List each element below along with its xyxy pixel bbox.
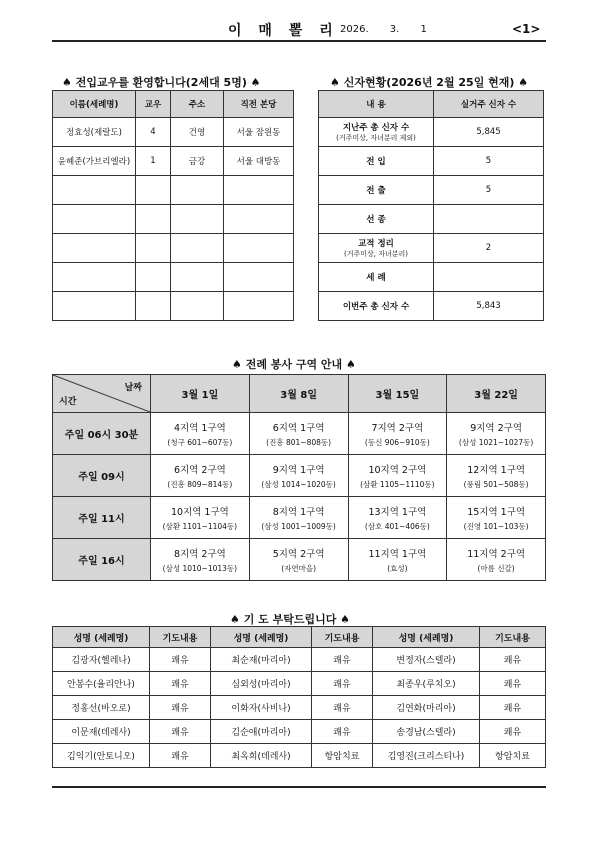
welcome-col-count: 교우 <box>136 91 171 118</box>
prayer-intent: 쾌유 <box>312 696 373 720</box>
welcome-table <box>52 90 294 321</box>
prayer-col-name-3: 성명 (세례명) <box>373 627 480 648</box>
welcome-cell: 서울 잠원동 <box>224 118 294 147</box>
schedule-area: 7지역 2구역 <box>371 422 424 434</box>
schedule-address: (진흥 801~808동) <box>266 437 332 447</box>
table-row <box>53 455 546 497</box>
status-col-content: 내 용 <box>319 91 434 118</box>
status-label: 선 종 <box>366 215 386 225</box>
schedule-cell <box>151 497 250 539</box>
schedule-cell <box>447 413 546 455</box>
status-value: 5 <box>434 147 544 176</box>
status-label-cell <box>319 147 434 176</box>
schedule-area: 11지역 2구역 <box>467 548 526 560</box>
schedule-address: (아름 신갈) <box>477 563 515 573</box>
schedule-title: ♠ 전례 봉사 구역 안내 ♠ <box>232 358 356 371</box>
schedule-area: 10지역 1구역 <box>170 506 229 518</box>
welcome-cell <box>171 176 224 205</box>
prayer-intent: 항암치료 <box>312 744 373 768</box>
prayer-intent: 쾌유 <box>312 648 373 672</box>
welcome-cell <box>171 205 224 234</box>
welcome-cell: 1 <box>136 147 171 176</box>
status-sublabel: (거주미상, 자녀분리) <box>343 250 408 258</box>
welcome-col-address: 주소 <box>171 91 224 118</box>
table-row <box>319 234 544 263</box>
status-sublabel: (거주미상, 자녀분리 제외) <box>336 134 416 142</box>
schedule-area: 12지역 1구역 <box>467 464 526 476</box>
schedule-cell <box>151 413 250 455</box>
status-label-cell <box>319 176 434 205</box>
schedule-address: (효성) <box>387 563 408 573</box>
schedule-cell <box>151 455 250 497</box>
status-label: 전 출 <box>366 186 386 196</box>
schedule-time: 주일 16시 <box>53 539 151 581</box>
schedule-area: 6지역 2구역 <box>173 464 226 476</box>
welcome-cell <box>136 263 171 292</box>
schedule-cell <box>348 413 447 455</box>
schedule-address: (삼환 1105~1110동) <box>360 479 435 489</box>
table-row <box>319 118 544 147</box>
welcome-cell <box>171 263 224 292</box>
footer-divider <box>52 786 546 788</box>
table-row <box>319 147 544 176</box>
schedule-time: 주일 06시 30분 <box>53 413 151 455</box>
welcome-cell <box>136 176 171 205</box>
prayer-name: 송경남(스텔라) <box>373 720 480 744</box>
schedule-area: 15지역 1구역 <box>467 506 526 518</box>
prayer-intent: 쾌유 <box>312 720 373 744</box>
welcome-cell <box>171 292 224 321</box>
table-row <box>319 176 544 205</box>
table-row <box>319 205 544 234</box>
schedule-area: 9지역 2구역 <box>470 422 523 434</box>
schedule-area: 8지역 1구역 <box>272 506 325 518</box>
corner-time-label: 시간 <box>59 397 77 407</box>
schedule-date-4: 3월 22일 <box>447 375 546 413</box>
prayer-intent: 쾌유 <box>150 720 211 744</box>
prayer-name: 안봉수(율리안나) <box>53 672 150 696</box>
table-row <box>53 696 546 720</box>
schedule-cell <box>348 539 447 581</box>
schedule-cell <box>447 455 546 497</box>
prayer-name: 김순애(마리아) <box>211 720 312 744</box>
welcome-cell <box>53 292 136 321</box>
schedule-corner-cell <box>53 375 151 413</box>
status-label: 지난주 총 신자 수 <box>342 123 410 133</box>
table-row <box>53 176 294 205</box>
prayer-body <box>53 648 546 768</box>
prayer-name: 김광자(헬레나) <box>53 648 150 672</box>
table-row <box>53 234 294 263</box>
status-value: 5,845 <box>434 118 544 147</box>
prayer-name: 김영진(크리스티나) <box>373 744 480 768</box>
welcome-body <box>53 118 294 321</box>
schedule-area: 9지역 1구역 <box>272 464 325 476</box>
schedule-cell <box>348 497 447 539</box>
bulletin-date: 2026. 3. 1 <box>340 24 427 35</box>
schedule-date-2: 3월 8일 <box>249 375 348 413</box>
prayer-intent: 쾌유 <box>150 648 211 672</box>
welcome-col-parish: 직전 본당 <box>224 91 294 118</box>
schedule-address: (삼환 1101~1104동) <box>162 521 238 531</box>
prayer-intent: 쾌유 <box>480 672 546 696</box>
status-value <box>434 263 544 292</box>
status-label-cell <box>319 234 434 263</box>
prayer-name: 최순재(마리아) <box>211 648 312 672</box>
prayer-name: 김익기(안토니오) <box>53 744 150 768</box>
welcome-cell <box>136 205 171 234</box>
prayer-intent: 쾌유 <box>480 648 546 672</box>
table-row <box>53 118 294 147</box>
table-row <box>53 672 546 696</box>
schedule-address: (자연마을) <box>281 563 317 573</box>
prayer-intent: 쾌유 <box>150 672 211 696</box>
schedule-cell <box>151 539 250 581</box>
status-table <box>318 90 544 321</box>
schedule-time: 주일 11시 <box>53 497 151 539</box>
bulletin-title: 이 매 뽈 리 <box>228 23 339 39</box>
status-label-cell <box>319 118 434 147</box>
status-title: ♠ 신자현황(2026년 2월 25일 현재) ♠ <box>330 76 529 89</box>
prayer-intent: 쾌유 <box>480 720 546 744</box>
welcome-header-row <box>53 91 294 118</box>
table-row <box>319 263 544 292</box>
prayer-header-row <box>53 627 546 648</box>
welcome-cell <box>224 263 294 292</box>
status-value: 5 <box>434 176 544 205</box>
prayer-intent: 쾌유 <box>150 744 211 768</box>
schedule-address: (동신 906~910동) <box>364 437 430 447</box>
status-body <box>319 118 544 321</box>
status-label-cell <box>319 292 434 321</box>
schedule-time: 주일 09시 <box>53 455 151 497</box>
welcome-cell <box>53 205 136 234</box>
table-row <box>53 648 546 672</box>
prayer-name: 김연화(마리아) <box>373 696 480 720</box>
prayer-col-intent-3: 기도내용 <box>480 627 546 648</box>
schedule-address: (삼성 1014~1020동) <box>261 479 336 489</box>
welcome-col-name: 이름(세례명) <box>53 91 136 118</box>
prayer-name: 이문재(데레사) <box>53 720 150 744</box>
corner-date-label: 날짜 <box>124 383 142 393</box>
table-row <box>319 292 544 321</box>
schedule-area: 5지역 2구역 <box>272 548 325 560</box>
schedule-cell <box>249 497 348 539</box>
prayer-intent: 쾌유 <box>150 696 211 720</box>
schedule-address: (풍림 501~508동) <box>463 479 529 489</box>
welcome-cell <box>224 205 294 234</box>
schedule-header-row <box>53 375 546 413</box>
prayer-name: 최종우(루치오) <box>373 672 480 696</box>
welcome-title: ♠ 전입교우를 환영합니다(2세대 5명) ♠ <box>62 76 261 89</box>
status-value: 2 <box>434 234 544 263</box>
welcome-cell <box>53 176 136 205</box>
welcome-cell <box>136 234 171 263</box>
schedule-address: (청구 601~607동) <box>167 437 233 447</box>
welcome-cell: 4 <box>136 118 171 147</box>
welcome-cell <box>53 234 136 263</box>
status-label: 교적 정리 <box>358 239 394 249</box>
table-row <box>53 263 294 292</box>
schedule-address: (진흥 809~814동) <box>167 479 233 489</box>
status-header-row <box>319 91 544 118</box>
welcome-cell <box>53 263 136 292</box>
schedule-cell <box>447 497 546 539</box>
schedule-area: 10지역 2구역 <box>368 464 427 476</box>
status-value: 5,843 <box>434 292 544 321</box>
welcome-cell: 윤혜준(가브리엘라) <box>53 147 136 176</box>
schedule-address: (삼성 1010~1013동) <box>162 563 238 573</box>
schedule-cell <box>447 539 546 581</box>
table-row <box>53 720 546 744</box>
prayer-intent: 쾌유 <box>312 672 373 696</box>
status-label: 세 례 <box>366 273 386 283</box>
prayer-name: 이화자(사비나) <box>211 696 312 720</box>
prayer-name: 변정자(스텔라) <box>373 648 480 672</box>
schedule-date-1: 3월 1일 <box>151 375 250 413</box>
status-label: 전 입 <box>366 157 386 167</box>
welcome-cell <box>136 292 171 321</box>
table-row <box>53 744 546 768</box>
schedule-body <box>53 413 546 581</box>
welcome-cell <box>224 292 294 321</box>
schedule-cell <box>348 455 447 497</box>
prayer-col-name-1: 성명 (세례명) <box>53 627 150 648</box>
header-divider <box>52 40 546 42</box>
schedule-cell <box>249 539 348 581</box>
status-label-cell <box>319 205 434 234</box>
prayer-col-name-2: 성명 (세례명) <box>211 627 312 648</box>
schedule-address: (삼성 1021~1027동) <box>458 437 534 447</box>
prayer-title: ♠ 기 도 부탁드립니다 ♠ <box>230 613 351 626</box>
table-row <box>53 539 546 581</box>
schedule-area: 11지역 1구역 <box>368 548 427 560</box>
schedule-address: (삼성 1001~1009동) <box>261 521 336 531</box>
prayer-name: 정홍선(바오로) <box>53 696 150 720</box>
prayer-name: 심외성(마리아) <box>211 672 312 696</box>
status-label: 이번주 총 신자 수 <box>342 302 410 312</box>
prayer-table <box>52 626 546 768</box>
schedule-address: (진영 101~103동) <box>463 521 529 531</box>
welcome-cell <box>171 234 224 263</box>
status-label-cell <box>319 263 434 292</box>
welcome-cell <box>224 234 294 263</box>
schedule-area: 13지역 1구역 <box>368 506 427 518</box>
table-row <box>53 497 546 539</box>
welcome-cell: 서울 대방동 <box>224 147 294 176</box>
prayer-intent: 쾌유 <box>480 696 546 720</box>
table-row <box>53 292 294 321</box>
table-row <box>53 205 294 234</box>
schedule-address: (삼호 401~406동) <box>364 521 430 531</box>
schedule-area: 6지역 1구역 <box>272 422 325 434</box>
schedule-area: 4지역 1구역 <box>173 422 226 434</box>
table-row <box>53 413 546 455</box>
welcome-cell: 건영 <box>171 118 224 147</box>
welcome-cell: 정효성(제랄도) <box>53 118 136 147</box>
prayer-intent: 항암치료 <box>480 744 546 768</box>
schedule-cell <box>249 455 348 497</box>
welcome-cell <box>224 176 294 205</box>
prayer-col-intent-1: 기도내용 <box>150 627 211 648</box>
status-col-count: 실거주 신자 수 <box>434 91 544 118</box>
schedule-area: 8지역 2구역 <box>173 548 226 560</box>
schedule-cell <box>249 413 348 455</box>
welcome-cell: 금강 <box>171 147 224 176</box>
page-number: <1> <box>512 22 541 36</box>
schedule-table <box>52 374 546 581</box>
status-value <box>434 205 544 234</box>
prayer-name: 최옥희(데레사) <box>211 744 312 768</box>
schedule-date-3: 3월 15일 <box>348 375 447 413</box>
prayer-col-intent-2: 기도내용 <box>312 627 373 648</box>
table-row <box>53 147 294 176</box>
